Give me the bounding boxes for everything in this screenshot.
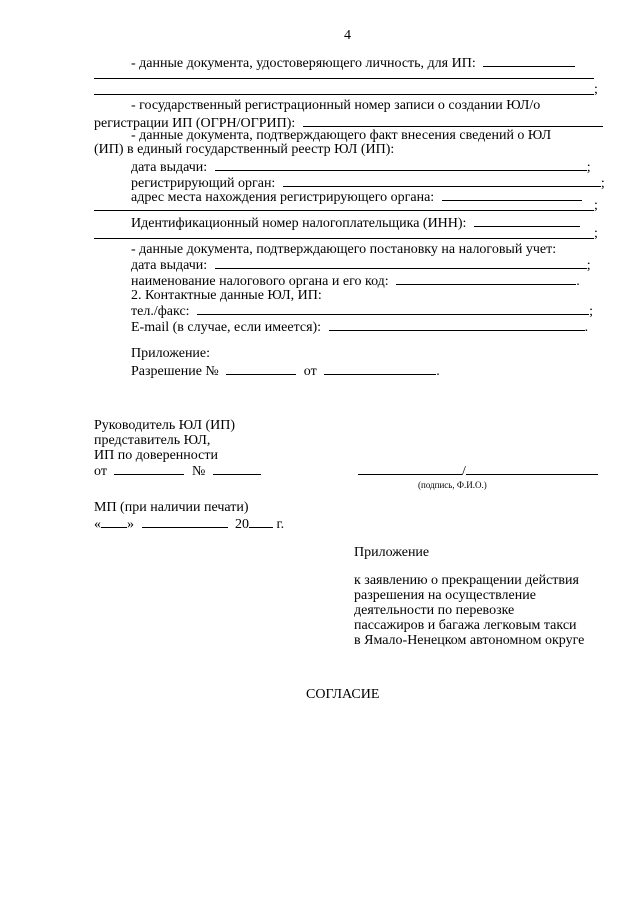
email-field[interactable] [329, 318, 585, 331]
inn-field-line-2[interactable] [94, 238, 594, 239]
contacts-title: 2. Контактные данные ЮЛ, ИП: [131, 288, 322, 303]
phone-fax-field[interactable] [197, 302, 589, 315]
month-field[interactable] [142, 515, 228, 528]
registering-body-address [131, 188, 582, 206]
inn-label: Идентификационный номер налогоплательщика (ИНН): [131, 216, 467, 231]
tax-authority-field[interactable] [396, 272, 576, 285]
egrul-issue-date-label: дата выдачи: [131, 160, 208, 175]
semicolon: ; [594, 226, 598, 241]
year-field[interactable] [249, 515, 273, 528]
slash: / [462, 464, 466, 479]
egrul-line-2: (ИП) в единый государственный реестр ЮЛ (ИП): [94, 142, 395, 157]
appendix-line-4: пассажиров и багажа легковым такси [354, 618, 577, 633]
head-line-1: Руководитель ЮЛ (ИП) [94, 418, 236, 433]
identity-doc-field-line-2[interactable] [94, 78, 594, 79]
date-line [94, 515, 284, 533]
appendix-line-3: деятельности по перевозке [354, 603, 515, 618]
proxy-date-field[interactable] [114, 462, 184, 475]
identity-doc-label: - данные документа, удостоверяющего личность, для ИП: [131, 56, 476, 71]
period: . [584, 320, 589, 335]
permit-label: Разрешение № [131, 364, 219, 379]
signature-caption: (подпись, Ф.И.О.) [418, 480, 487, 490]
ogrn-line-1: - государственный регистрационный номер записи о создании ЮЛ/о [131, 98, 541, 113]
appendix-line-5: в Ямало-Ненецком автономном округе [354, 633, 585, 648]
tax-issue-date-label: дата выдачи: [131, 258, 208, 273]
year-prefix: 20 [235, 517, 249, 532]
semicolon: ; [600, 176, 605, 191]
email-label: E-mail (в случае, если имеется): [131, 320, 322, 335]
tax-registration-title: - данные документа, подтверждающего постановку на налоговый учет: [131, 242, 557, 257]
appendix-title: Приложение [354, 545, 430, 560]
period: . [576, 274, 580, 289]
semicolon: ; [586, 160, 591, 175]
phone-fax-label: тел./факс: [131, 304, 190, 319]
period: . [436, 364, 440, 379]
semicolon: ; [589, 304, 593, 319]
proxy-number-field[interactable] [213, 462, 261, 475]
inn-field[interactable] [474, 214, 580, 227]
quote-open: « [94, 517, 101, 532]
appendix-line-1: к заявлению о прекращении действия [354, 573, 579, 588]
proxy-line [94, 462, 261, 480]
semicolon: ; [594, 198, 598, 213]
registering-body-label: регистрирующий орган: [131, 176, 276, 191]
appendix-line-2: разрешения на осуществление [354, 588, 536, 603]
egrul-line-1: - данные документа, подтверждающего факт внесения сведений о ЮЛ [131, 128, 552, 143]
quote-close: » [127, 517, 134, 532]
name-field[interactable] [466, 462, 598, 475]
inn-line [131, 214, 580, 232]
ogrn-label: регистрации ИП (ОГРН/ОГРИП): [94, 116, 296, 131]
identity-doc-field-line-3[interactable] [94, 94, 594, 95]
day-field[interactable] [101, 515, 127, 528]
address-field-line-2[interactable] [94, 210, 594, 211]
signature-field[interactable] [358, 462, 462, 475]
proxy-number-label: № [191, 464, 206, 479]
year-suffix: г. [276, 517, 285, 532]
registering-body-address-label: адрес места нахождения регистрирующего органа: [131, 190, 435, 205]
head-line-3: ИП по доверенности [94, 448, 218, 463]
registering-body-address-field[interactable] [442, 188, 582, 201]
tax-issue-date-field[interactable] [215, 256, 587, 269]
permit-date-field[interactable] [324, 362, 436, 375]
tax-authority-label: наименование налогового органа и его код: [131, 274, 389, 289]
attachment-title: Приложение: [131, 346, 211, 361]
permit-line [131, 362, 440, 380]
identity-doc-line [131, 54, 575, 72]
registering-body-field[interactable] [283, 174, 601, 187]
semicolon: ; [594, 82, 598, 97]
stamp-note: МП (при наличии печати) [94, 500, 249, 515]
ogrn-field[interactable] [303, 114, 603, 127]
page-number: 4 [344, 28, 351, 43]
consent-title: СОГЛАСИЕ [306, 687, 380, 702]
proxy-from-label: от [94, 464, 107, 479]
identity-doc-field[interactable] [483, 54, 575, 67]
permit-from-label: от [303, 364, 317, 379]
semicolon: ; [586, 258, 591, 273]
egrul-issue-date-field[interactable] [215, 158, 587, 171]
permit-number-field[interactable] [226, 362, 296, 375]
email [131, 318, 588, 336]
head-line-2: представитель ЮЛ, [94, 433, 211, 448]
